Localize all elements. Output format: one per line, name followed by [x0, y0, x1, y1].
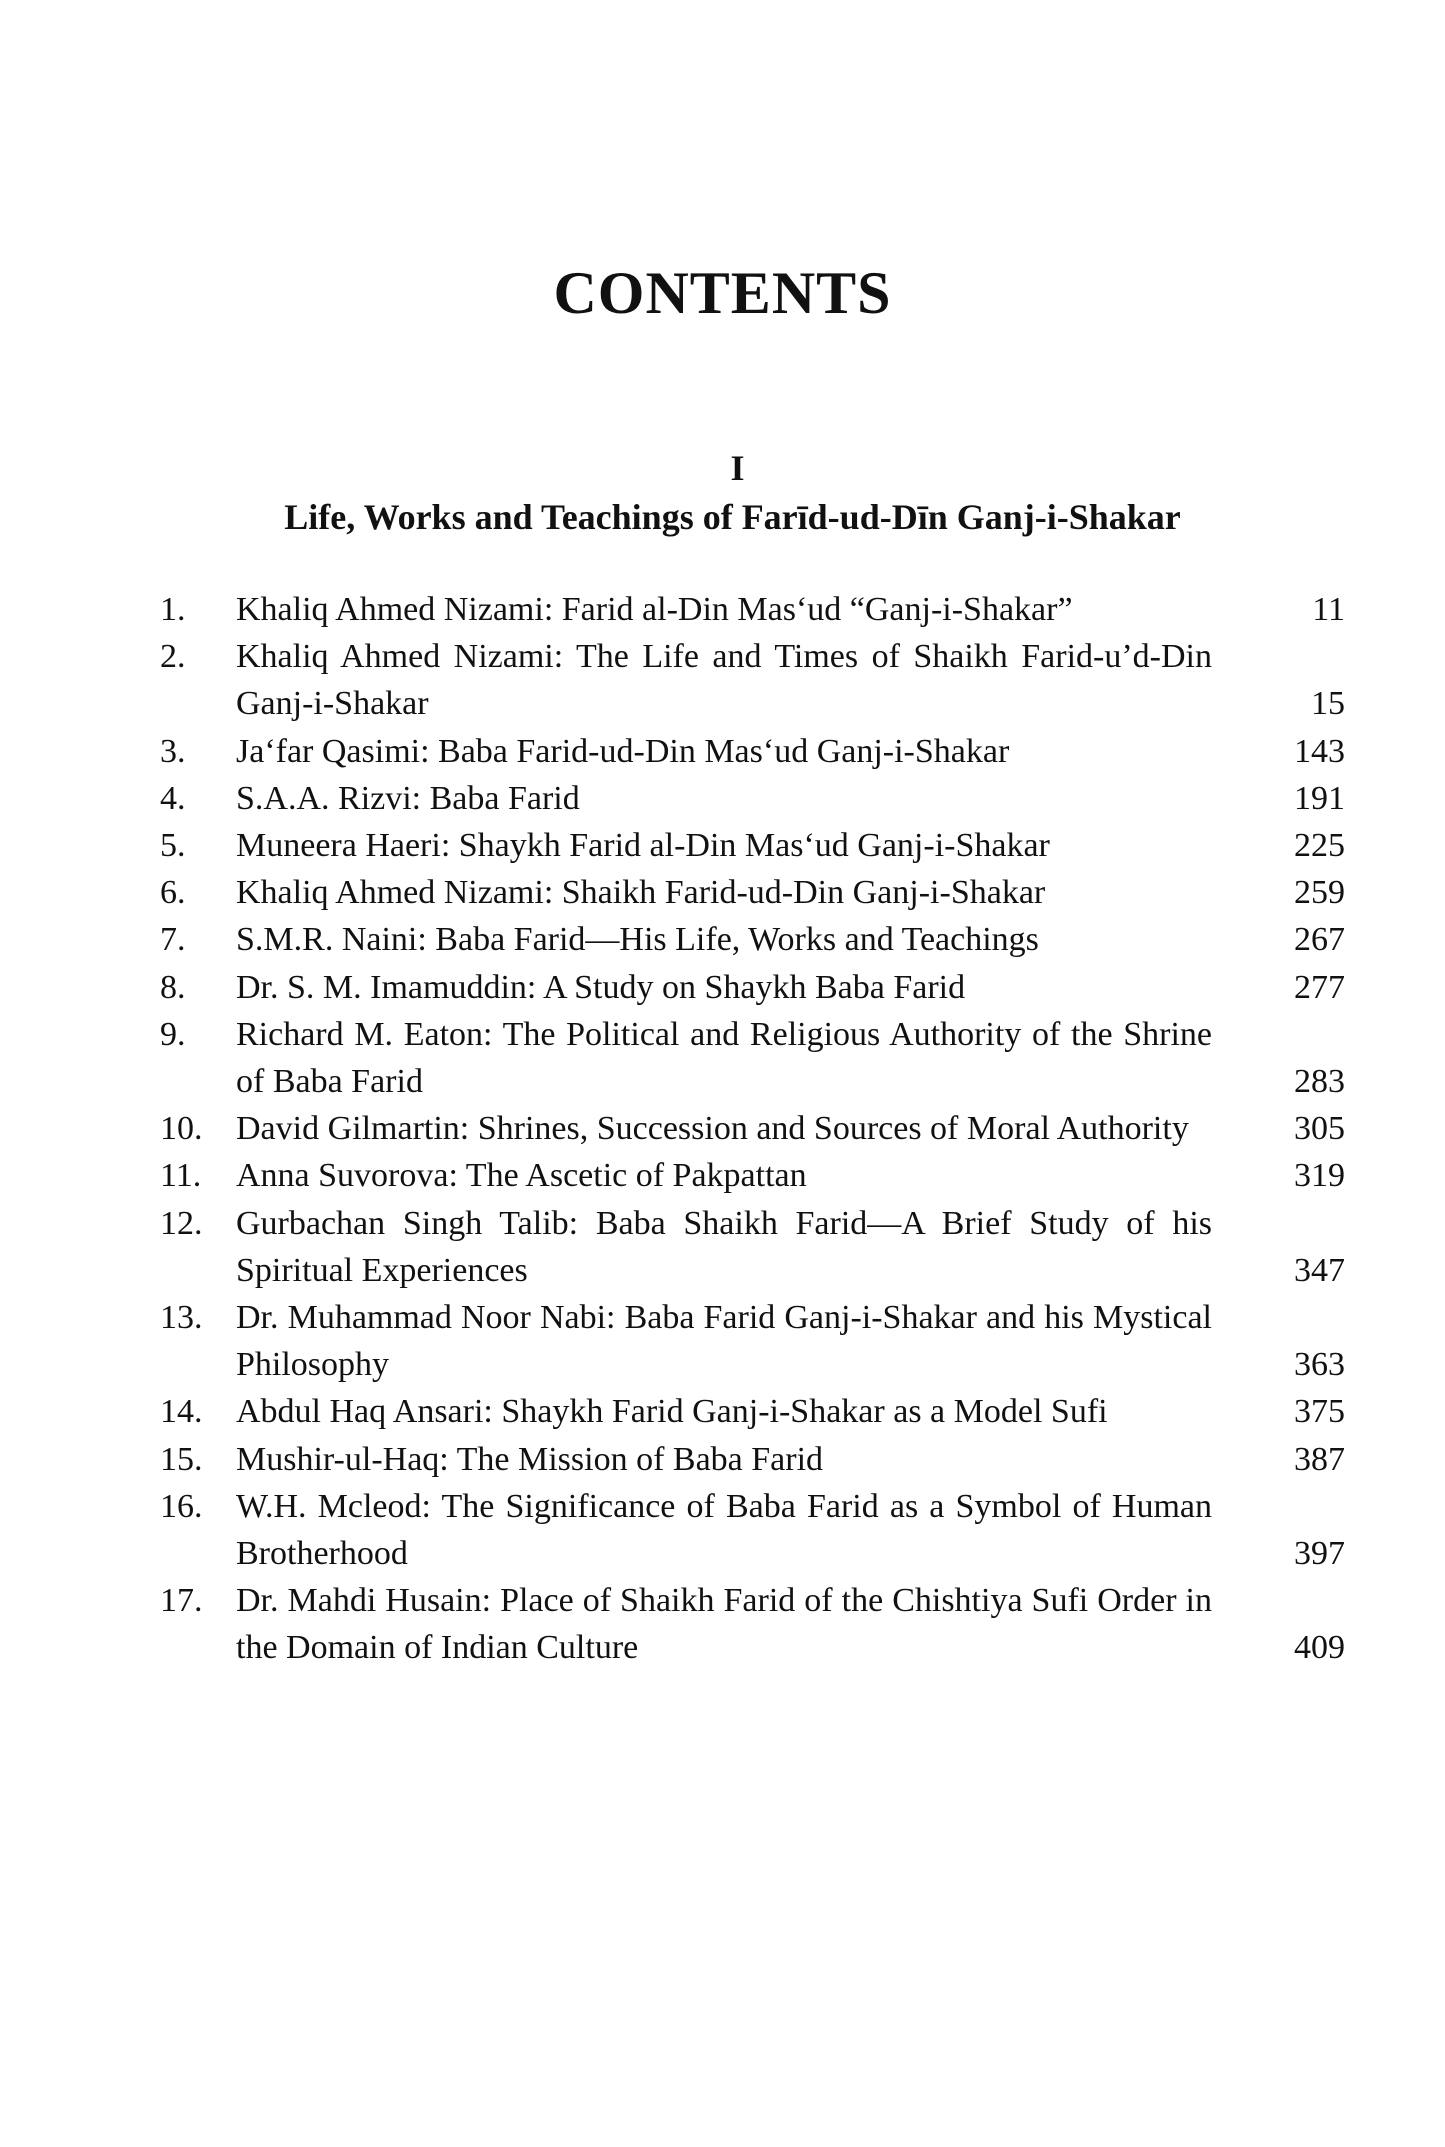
toc-entry [0, 1011, 1445, 1105]
toc-entry-page: 277 [1294, 968, 1345, 1006]
toc-entry-number: 8. [160, 968, 186, 1006]
toc-entry [0, 1200, 1445, 1294]
toc-entry-page: 305 [1294, 1110, 1345, 1148]
toc-entry-title: Ja‘far Qasimi: Baba Farid-ud-Din Mas‘ud Ganj-i-Shakar [236, 732, 1010, 770]
toc-entry-page: 387 [1294, 1440, 1345, 1478]
toc-entry-title: Dr. Mahdi Husain: Place of Shaikh Farid of the Chishtiya Sufi Order in the Domain of Indian Culture [236, 1582, 1212, 1667]
toc-entry-page: 143 [1294, 732, 1345, 770]
toc-entry [0, 964, 1445, 1011]
toc-entry-title: Khaliq Ahmed Nizami: The Life and Times of Shaikh Farid-u’d-Din Ganj-i-Shakar [236, 638, 1212, 723]
toc-entry-page: 15 [1311, 685, 1345, 723]
toc-entry [0, 728, 1445, 775]
toc-entry-title: Anna Suvorova: The Ascetic of Pakpattan [236, 1157, 807, 1195]
toc-entry-number: 9. [160, 1015, 186, 1053]
toc-entry-number: 6. [160, 874, 186, 912]
toc-entry-title: W.H. Mcleod: The Significance of Baba Farid as a Symbol of Human Brotherhood [236, 1487, 1212, 1573]
toc-entry-page: 283 [1294, 1063, 1345, 1101]
toc-entry-page: 375 [1294, 1393, 1345, 1431]
toc-entry-number: 16. [160, 1487, 203, 1525]
toc-entry-title: Muneera Haeri: Shaykh Farid al-Din Mas‘ud Ganj-i-Shakar [236, 827, 1050, 865]
toc-entry-number: 11. [160, 1157, 202, 1195]
toc-entry-number: 2. [160, 638, 186, 676]
toc-entry-number: 1. [160, 591, 186, 628]
toc-entry-page: 225 [1294, 827, 1345, 865]
toc-entry-page: 363 [1294, 1346, 1345, 1384]
toc-entry [0, 633, 1445, 727]
toc-entry-number: 10. [160, 1110, 203, 1148]
toc-entry [0, 1294, 1445, 1388]
toc-entry [0, 775, 1445, 822]
toc-entry-title: Dr. Muhammad Noor Nabi: Baba Farid Ganj-i-Shakar and his Mystical Philosophy [236, 1299, 1212, 1384]
toc-entry-number: 17. [160, 1582, 203, 1620]
toc-entry-number: 13. [160, 1299, 203, 1337]
toc-entry [0, 1152, 1445, 1199]
toc-entry-number: 4. [160, 779, 186, 817]
toc-entry-number: 12. [160, 1204, 203, 1242]
toc-entry-title: Gurbachan Singh Talib: Baba Shaikh Farid—A Brief Study of his Spiritual Experiences [236, 1204, 1212, 1289]
toc-entry-number: 3. [160, 732, 186, 770]
toc-list [0, 586, 1445, 1672]
toc-entry [0, 586, 1445, 633]
toc-entry-title: David Gilmartin: Shrines, Succession and Sources of Moral Authority [236, 1110, 1189, 1148]
toc-entry [0, 869, 1445, 916]
toc-entry-title: Dr. S. M. Imamuddin: A Study on Shaykh Baba Farid [236, 968, 966, 1006]
page-title: CONTENTS [553, 260, 892, 326]
toc-entry-page: 397 [1294, 1535, 1345, 1573]
toc-entry-title: Mushir-ul-Haq: The Mission of Baba Farid [236, 1440, 824, 1478]
part-number: I [730, 448, 745, 488]
toc-entry [0, 916, 1445, 963]
toc-entry-page: 259 [1294, 874, 1345, 912]
part-title: Life, Works and Teachings of Farīd-ud-Dīn Ganj-i-Shakar [284, 497, 1181, 537]
toc-entry-page: 267 [1294, 921, 1345, 959]
toc-entry-page: 409 [1294, 1629, 1345, 1667]
toc-entry-page: 191 [1294, 779, 1345, 817]
toc-entry [0, 1483, 1445, 1577]
toc-entry [0, 1105, 1445, 1152]
toc-entry [0, 1388, 1445, 1435]
toc-entry-number: 15. [160, 1440, 203, 1478]
toc-entry-number: 7. [160, 921, 186, 959]
toc-entry-number: 5. [160, 827, 186, 865]
toc-entry-page: 319 [1294, 1157, 1345, 1195]
toc-entry-title: S.A.A. Rizvi: Baba Farid [236, 779, 580, 817]
toc-entry-title: Richard M. Eaton: The Political and Religious Authority of the Shrine of Baba Farid [236, 1015, 1212, 1101]
toc-entry [0, 1436, 1445, 1483]
toc-entry-title: Khaliq Ahmed Nizami: Shaikh Farid-ud-Din Ganj-i-Shakar [236, 874, 1046, 912]
toc-entry-page: 11 [1312, 591, 1345, 628]
toc-entry-number: 14. [160, 1393, 203, 1431]
toc-entry-title: Abdul Haq Ansari: Shaykh Farid Ganj-i-Shakar as a Model Sufi [236, 1393, 1108, 1431]
toc-entry-page: 347 [1294, 1251, 1345, 1289]
toc-entry [0, 822, 1445, 869]
toc-entry-title: S.M.R. Naini: Baba Farid—His Life, Works and Teachings [236, 921, 1039, 959]
toc-entry-title: Khaliq Ahmed Nizami: Farid al-Din Mas‘ud “Ganj-i-Shakar” [236, 591, 1073, 628]
toc-entry [0, 1577, 1445, 1671]
